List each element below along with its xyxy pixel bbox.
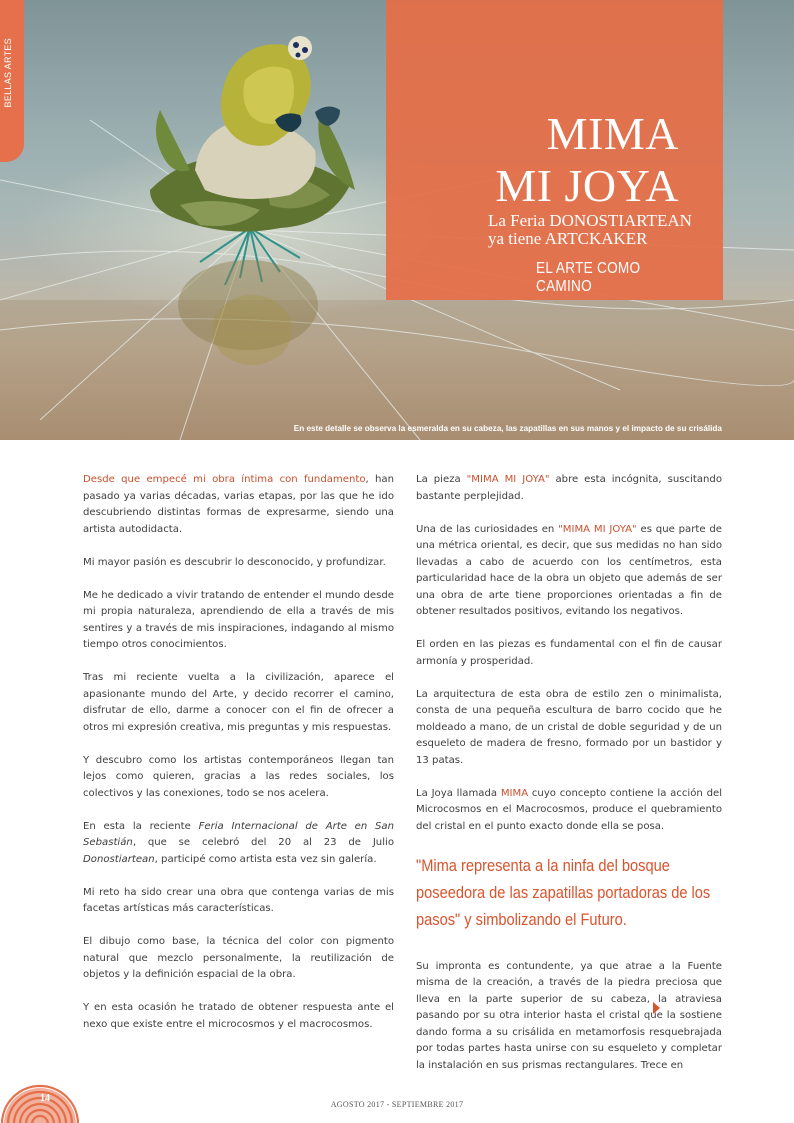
photo-caption: En este detalle se observa la esmeralda en su cabeza, las zapatillas en sus manos y el impacto de su crisálida	[293, 424, 722, 433]
fair-name: Feria Internacional de Arte en San Sebastián	[83, 820, 394, 848]
paragraph	[416, 522, 722, 621]
issue-date: AGOSTO 2017 - SEPTIEMBRE 2017	[330, 1100, 464, 1109]
paragraph	[416, 472, 722, 505]
article-subtitle: La Feria DONOSTIARTEAN ya tiene ARTCKAKER	[488, 211, 692, 248]
paragraph-text: La pieza	[416, 474, 467, 485]
left-column	[83, 472, 394, 1050]
section-tab	[0, 0, 24, 162]
work-name-highlight: MIMA	[500, 787, 529, 799]
paragraph-text: La Joya llamada	[416, 787, 501, 799]
paragraph	[83, 819, 394, 869]
paragraph: Y descubro como los artistas contemporáneos llegan tan lejos como quieren, gracias a las redes sociales, los colectivos y las conexiones, todo se nos acelera.	[83, 754, 394, 799]
work-title-highlight: "MIMA MI JOYA"	[558, 523, 637, 535]
paragraph	[83, 472, 394, 538]
title-panel	[386, 0, 723, 300]
paragraph: Mi mayor pasión es descubrir lo desconocido, y profundizar.	[83, 556, 386, 568]
section-tab-label: BELLAS ARTES	[3, 38, 13, 108]
paragraph	[416, 786, 722, 836]
paragraph: Me he dedicado a vivir tratando de entender el mundo desde mi propia naturaleza, aprendiendo de ella a través de mis sentires y a través de mis inspiraciones, indagando al mismo tiempo otros conocimientos.	[83, 589, 394, 650]
continue-arrow-icon	[653, 1002, 660, 1014]
right-column	[416, 472, 722, 1091]
paragraph-text: abre esta incógnita, suscitando bastante perplejidad.	[416, 474, 722, 502]
paragraph: La arquitectura de esta obra de estilo zen o minimalista, consta de una pequeña escultura de barro cocido que he moldeado a mano, de un cristal de doble seguridad y de un esqueleto de madera de fresno, formado por un bastidor y 13 patas.	[416, 688, 722, 766]
paragraph: Y en esta ocasión he tratado de obtener respuesta ante el nexo que existe entre el microcosmos y el macrocosmos.	[83, 1002, 394, 1030]
paragraph: Mi reto ha sido crear una obra que contenga varias de mis facetas artísticas más características.	[83, 886, 394, 914]
article-title: MIMA MI JOYA	[495, 108, 679, 211]
paragraph: Tras mi reciente vuelta a la civilización, aparece el apasionante mundo del Arte, y decido recorrer el camino, disfrutar de ello, darme a conocer con el fin de ofrecer a otros mi expresión creativa, mis preguntas y mis respuestas.	[83, 672, 394, 733]
paragraph: Su impronta es contundente, ya que atrae a la Fuente misma de la creación, a través de la piedra preciosa que lleva en la parte superior de su cabeza, la atraviesa pasando por su otra interior hasta el cristal que la sostiene dando forma a su crisálida en metamorfosis resquebrajada por todas partes hasta unirse con su esqueleto y completar la instalación en sus prismas rectangulares. Trece en	[416, 960, 722, 1071]
work-title-highlight: "MIMA MI JOYA"	[466, 474, 550, 485]
paragraph-text: , participé como artista esta vez sin galería.	[154, 853, 377, 865]
event-name: Donostiartean	[83, 853, 155, 865]
paragraph-text: , han pasado ya varias décadas, varias etapas, por las que he ido descubriendo distintas formas de expresarme, siendo una artista autodidacta.	[83, 474, 394, 535]
paragraph-text: En esta la reciente	[83, 820, 199, 832]
paragraph-text: cuyo concepto contiene la acción del Microcosmos en el Macrocosmos, produce el quebramiento del cristal en el punto exacto donde ella se posa.	[416, 787, 722, 832]
hero-photo	[0, 0, 794, 440]
article-tagline: EL ARTE COMO CAMINO	[536, 260, 641, 295]
paragraph-text: es que parte de una métrica oriental, es decir, que sus medidas no han sido llevadas a cabo de acuerdo con los centímetros, esta particularidad hace de la obra un objeto que además de ser una obra de arte tiene proporciones orientadas a fin de obtener resultados positivos, evitando los negativos.	[416, 523, 722, 617]
lead-highlight: Desde que empecé mi obra íntima con fundamento	[83, 474, 366, 485]
pull-quote: "Mima representa a la ninfa del bosque poseedora de las zapatillas portadoras de los pasos" y simbolizando el Futuro.	[416, 855, 711, 929]
paragraph: El dibujo como base, la técnica del color con pigmento natural que mezclo personalmente, la reutilización de objetos y la definición espacial de la obra.	[83, 936, 394, 980]
page-number: 14	[40, 1093, 50, 1104]
paragraph-text: , que se celebró del 20 al 23 de Julio	[132, 837, 394, 848]
paragraph-text: Una de las curiosidades en	[416, 523, 559, 535]
paragraph: El orden en las piezas es fundamental con el fin de causar armonía y prosperidad.	[416, 639, 722, 667]
